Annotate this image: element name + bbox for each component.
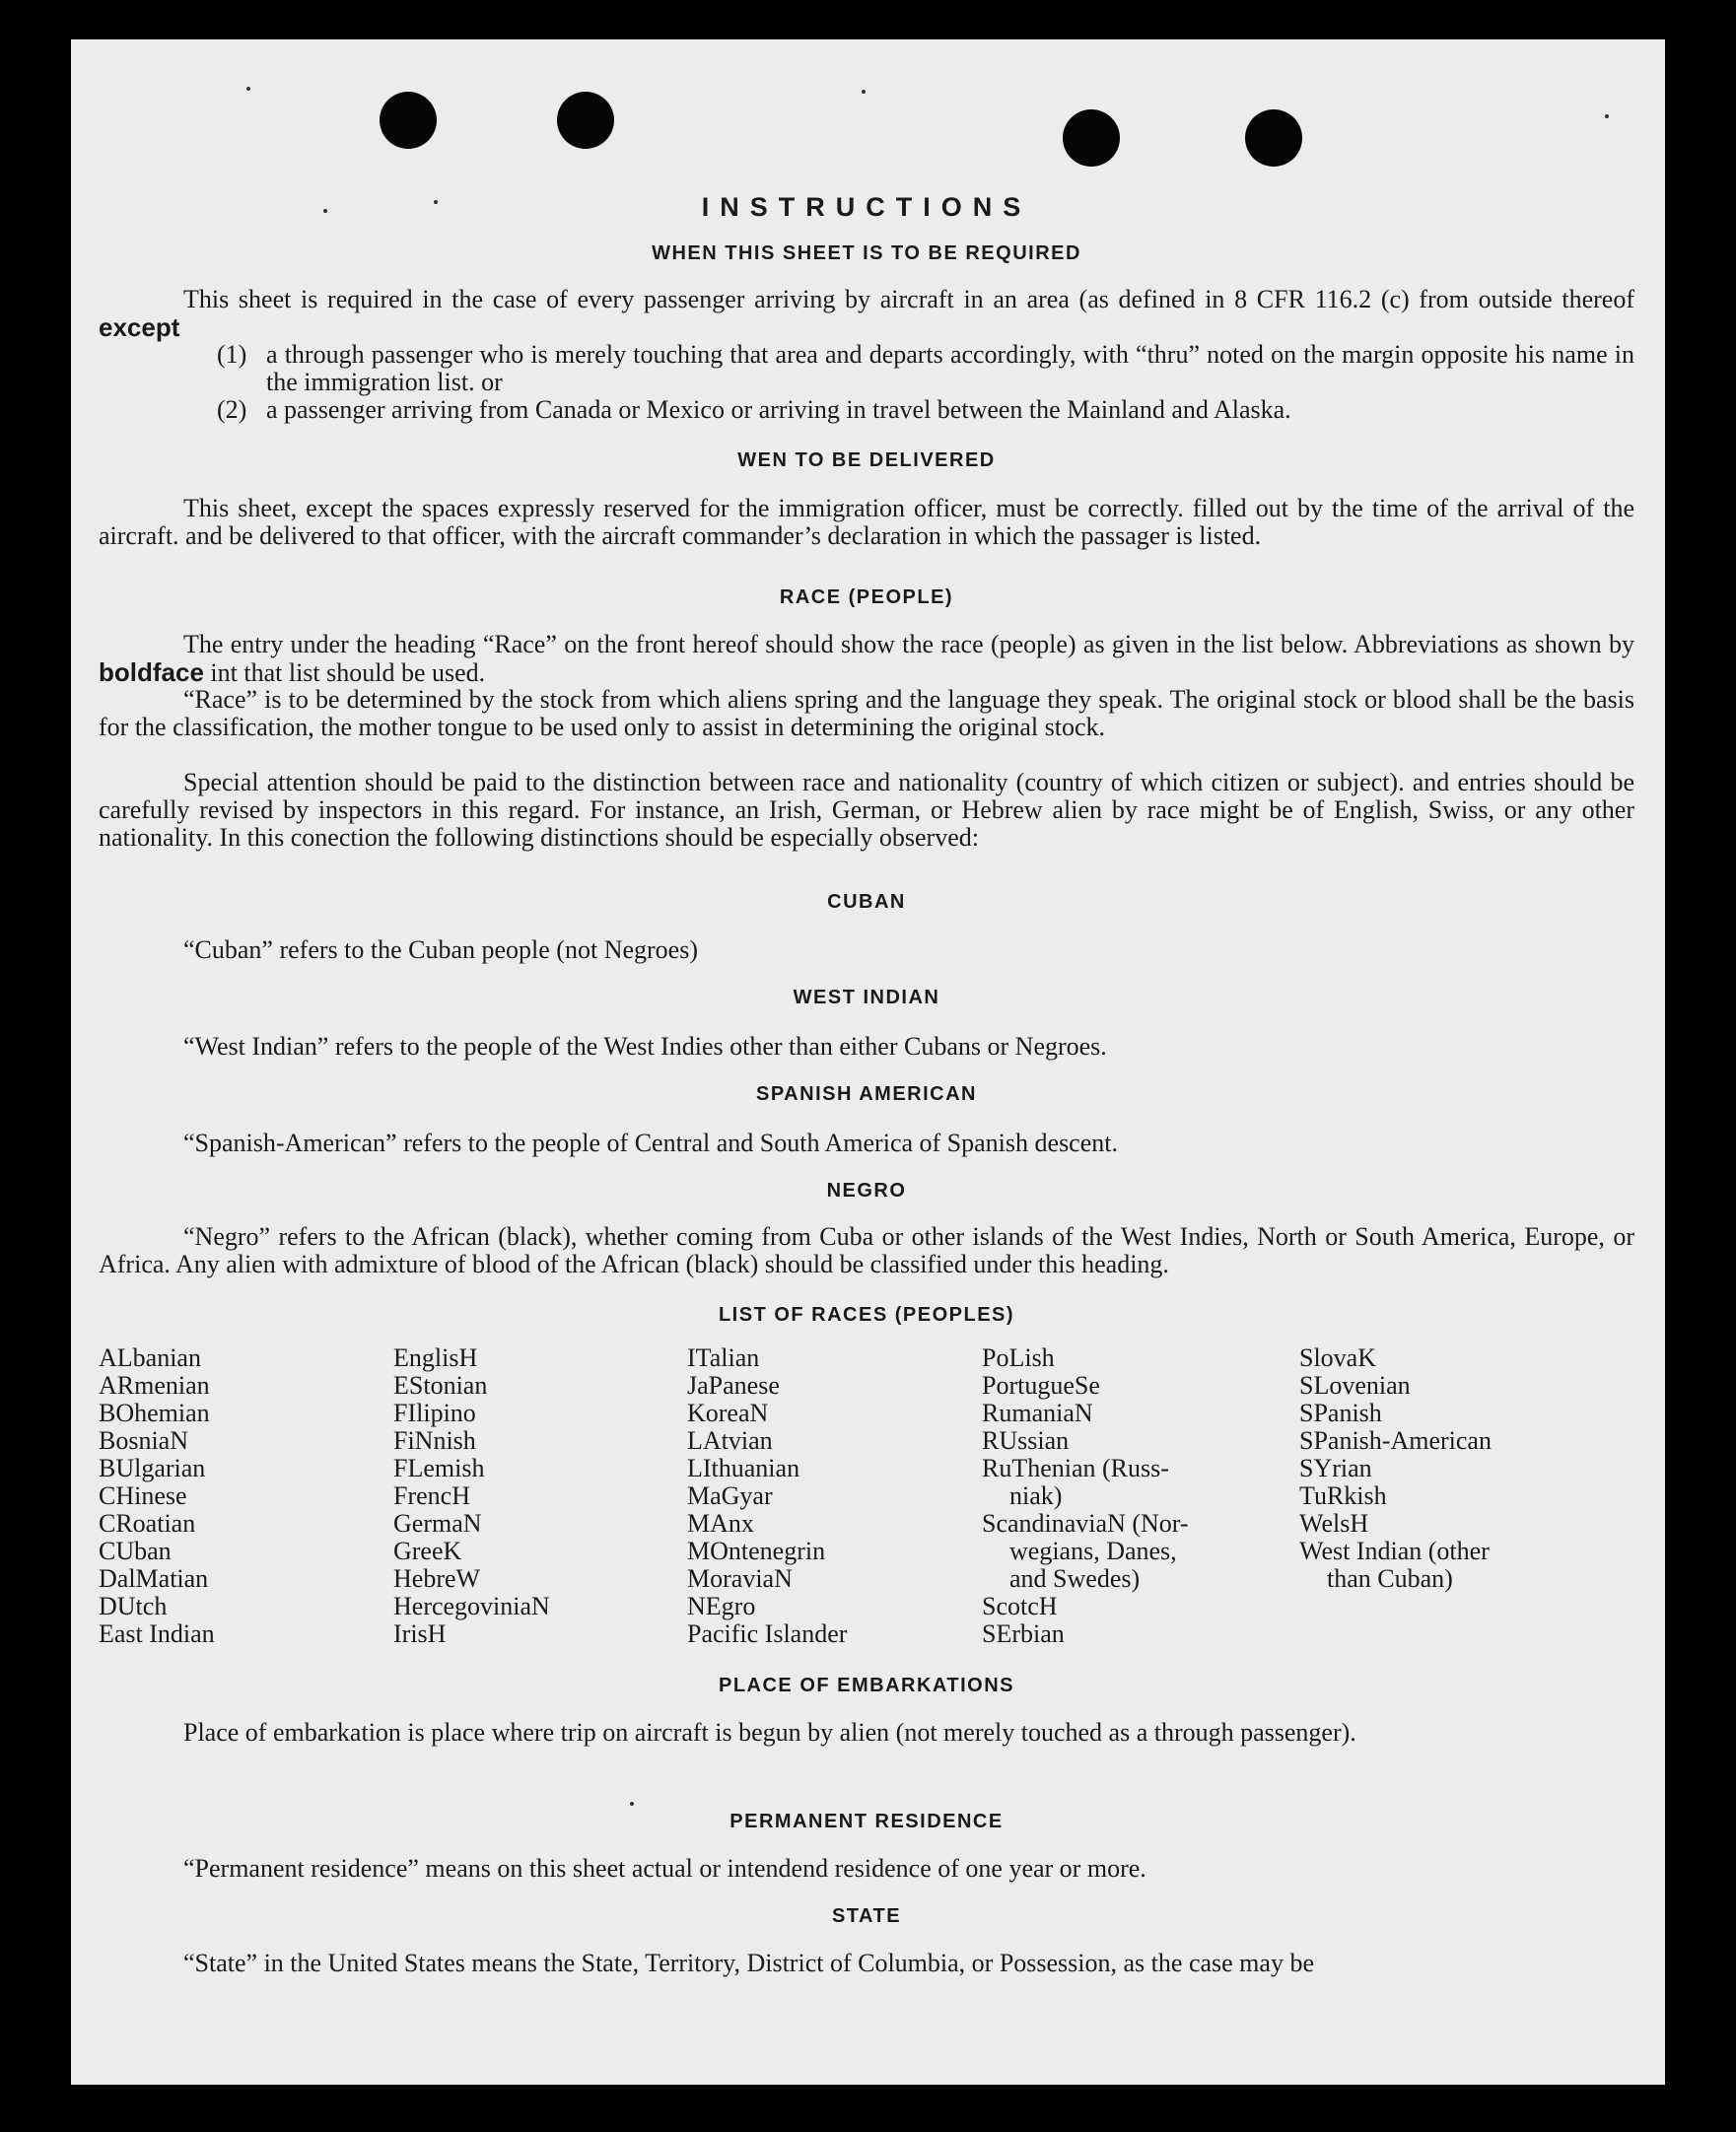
race-item: ARmenian [99, 1371, 210, 1400]
race-item: MoraviaN [687, 1564, 793, 1593]
race-item: PortugueSe [982, 1371, 1100, 1400]
negro-text-body: “Negro” refers to the African (black), whether coming from Cuba or other islands of the West Indies, North or South America, Europe, or Africa. Any alien with admixture of blood of the African (black) should be classified under this heading. [99, 1222, 1634, 1278]
race-item: PoLish [982, 1343, 1055, 1372]
race-item: Pacific Islander [687, 1619, 848, 1648]
heading-west-indian: WEST INDIAN [793, 987, 940, 1008]
race-item: BUlgarian [99, 1454, 206, 1482]
race-paragraph-3 [99, 769, 1634, 852]
west-indian-text [99, 1033, 1634, 1061]
punch-hole [380, 92, 437, 149]
race-item: FrencH [393, 1481, 470, 1510]
when-required-intro-text: This sheet is required in the case of every passenger arriving by aircraft in an area (as defined in 8 CFR 116.2 (c) from outside thereof [183, 285, 1634, 313]
spanish-american-text-body: “Spanish-American” refers to the people of Central and South America of Spanish descent. [183, 1129, 1118, 1157]
race-item: BOhemian [99, 1399, 210, 1427]
heading-delivered: WEN TO BE DELIVERED [737, 449, 996, 471]
race-item: KoreaN [687, 1399, 769, 1427]
heading-negro: NEGRO [826, 1180, 907, 1202]
race-item: SYrian [1299, 1454, 1372, 1482]
race-item: wegians, Danes, [1009, 1537, 1177, 1565]
race-item: RUssian [982, 1426, 1070, 1455]
race-item: GermaN [393, 1509, 482, 1538]
race-p1-text: The entry under the heading “Race” on the front hereof should show the race (people) as given in the list below. Abbreviations as shown by [183, 630, 1634, 658]
race-item: FIlipino [393, 1399, 476, 1427]
race-item: LAtvian [687, 1426, 773, 1455]
race-item: DUtch [99, 1592, 168, 1620]
race-item: niak) [1009, 1481, 1063, 1510]
race-item: ScotcH [982, 1592, 1058, 1620]
delivered-text [99, 495, 1634, 550]
race-item: SErbian [982, 1619, 1065, 1648]
when-required-item-1-num: (1) [217, 340, 247, 369]
race-item: IrisH [393, 1619, 447, 1648]
race-item: MOntenegrin [687, 1537, 826, 1565]
punch-hole [1245, 109, 1302, 167]
heading-when-required: WHEN THIS SHEET IS TO BE REQUIRED [652, 242, 1081, 264]
race-p3-text: Special attention should be paid to the distinction between race and nationality (country of which citizen or subject). and entries should be carefully revised by inspectors in this regard. For instance, an Irish, German, or Hebrew alien by race might be of English, Swiss, or any other nationality. In this conection the following distinctions should be especially observed: [99, 768, 1634, 852]
race-item: HebreW [393, 1564, 481, 1593]
heading-races-list: LIST OF RACES (PEOPLES) [718, 1304, 1015, 1326]
races-column-3 [687, 1344, 847, 1648]
race-item: EStonian [393, 1371, 488, 1400]
race-item: SPanish-American [1299, 1426, 1492, 1455]
embarkation-text-body: Place of embarkation is place where trip on aircraft is begun by alien (not merely touched as a through passenger). [183, 1718, 1356, 1747]
speck [630, 1802, 634, 1806]
race-item: NEgro [687, 1592, 756, 1620]
race-item: CHinese [99, 1481, 187, 1510]
race-item: TuRkish [1299, 1481, 1387, 1510]
race-item: FiNnish [393, 1426, 476, 1455]
race-item: MaGyar [687, 1481, 773, 1510]
race-item: RuThenian (Russ- [982, 1454, 1169, 1482]
when-required-intro [99, 286, 1634, 342]
cuban-text-body: “Cuban” refers to the Cuban people (not Negroes) [183, 935, 698, 964]
heading-cuban: CUBAN [827, 891, 906, 913]
race-item: CUban [99, 1537, 172, 1565]
race-item: ITalian [687, 1343, 760, 1372]
speck [1605, 114, 1609, 118]
race-item: EnglisH [393, 1343, 478, 1372]
punch-hole [557, 92, 614, 149]
race-paragraph-2 [99, 686, 1634, 741]
race-item: ALbanian [99, 1343, 201, 1372]
heading-residence: PERMANENT RESIDENCE [729, 1811, 1004, 1832]
races-column-4 [982, 1344, 1189, 1648]
document-page [71, 39, 1665, 2085]
race-item: LIthuanian [687, 1454, 800, 1482]
delivered-text-body: This sheet, except the spaces expressly reserved for the immigration officer, must be correctly. filled out by the time of the arrival of the aircraft. and be delivered to that officer, with the aircraft commander’s declaration in which the passager is listed. [99, 494, 1634, 550]
state-text-body: “State” in the United States means the State, Territory, District of Columbia, or Possession, as the case may be [183, 1949, 1314, 1977]
race-item: West Indian (other [1299, 1537, 1490, 1565]
when-required-item-2-text: a passenger arriving from Canada or Mexico or arriving in travel between the Mainland and Alaska. [266, 395, 1291, 424]
heading-state: STATE [831, 1905, 902, 1927]
race-item: CRoatian [99, 1509, 196, 1538]
when-required-item-1-text: a through passenger who is merely touching that area and departs accordingly, with “thru” noted on the margin opposite his name in the immigration list. or [266, 340, 1634, 396]
page-title: INSTRUCTIONS [701, 192, 1032, 222]
race-item: RumaniaN [982, 1399, 1093, 1427]
residence-text-body: “Permanent residence” means on this sheet actual or intendend residence of one year or more. [183, 1854, 1146, 1883]
punch-hole [1063, 109, 1120, 167]
heading-spanish-american: SPANISH AMERICAN [755, 1083, 977, 1105]
race-item: ScandinaviaN (Nor- [982, 1509, 1189, 1538]
negro-text [99, 1223, 1634, 1278]
race-item: East Indian [99, 1619, 215, 1648]
race-item: HercegoviniaN [393, 1592, 550, 1620]
speck [246, 87, 250, 91]
race-item: than Cuban) [1327, 1564, 1453, 1593]
races-column-1 [99, 1344, 215, 1648]
races-list [99, 1344, 1634, 1660]
race-item: FLemish [393, 1454, 485, 1482]
race-item: SLovenian [1299, 1371, 1411, 1400]
when-required-except: except [99, 312, 180, 342]
race-item: and Swedes) [1009, 1564, 1141, 1593]
race-item: SPanish [1299, 1399, 1382, 1427]
race-item: WelsH [1299, 1509, 1369, 1538]
race-item: DalMatian [99, 1564, 209, 1593]
races-column-5 [1299, 1344, 1492, 1593]
races-column-2 [393, 1344, 550, 1648]
race-p1-post: int that list should be used. [203, 658, 486, 687]
race-p2-text: “Race” is to be determined by the stock from which aliens spring and the language they speak. The original stock or blood shall be the basis for the classification, the mother tongue to be used only to assist in determining the original stock. [99, 685, 1634, 741]
when-required-item-2-num: (2) [217, 395, 247, 424]
cuban-text [99, 936, 1634, 964]
west-indian-text-body: “West Indian” refers to the people of the West Indies other than either Cubans or Negroes. [183, 1032, 1107, 1061]
race-item: BosniaN [99, 1426, 188, 1455]
heading-race: RACE (PEOPLE) [779, 586, 954, 608]
residence-text [99, 1855, 1634, 1883]
speck [862, 90, 866, 94]
race-item: MAnx [687, 1509, 754, 1538]
race-p1-boldface: boldface [99, 657, 204, 687]
race-item: JaPanese [687, 1371, 780, 1400]
embarkation-text [99, 1719, 1634, 1747]
state-text [99, 1950, 1634, 1977]
heading-embarkation: PLACE OF EMBARKATIONS [718, 1675, 1014, 1696]
race-item: GreeK [393, 1537, 462, 1565]
spanish-american-text [99, 1130, 1634, 1157]
race-item: SlovaK [1299, 1343, 1376, 1372]
race-paragraph-1 [99, 631, 1634, 687]
